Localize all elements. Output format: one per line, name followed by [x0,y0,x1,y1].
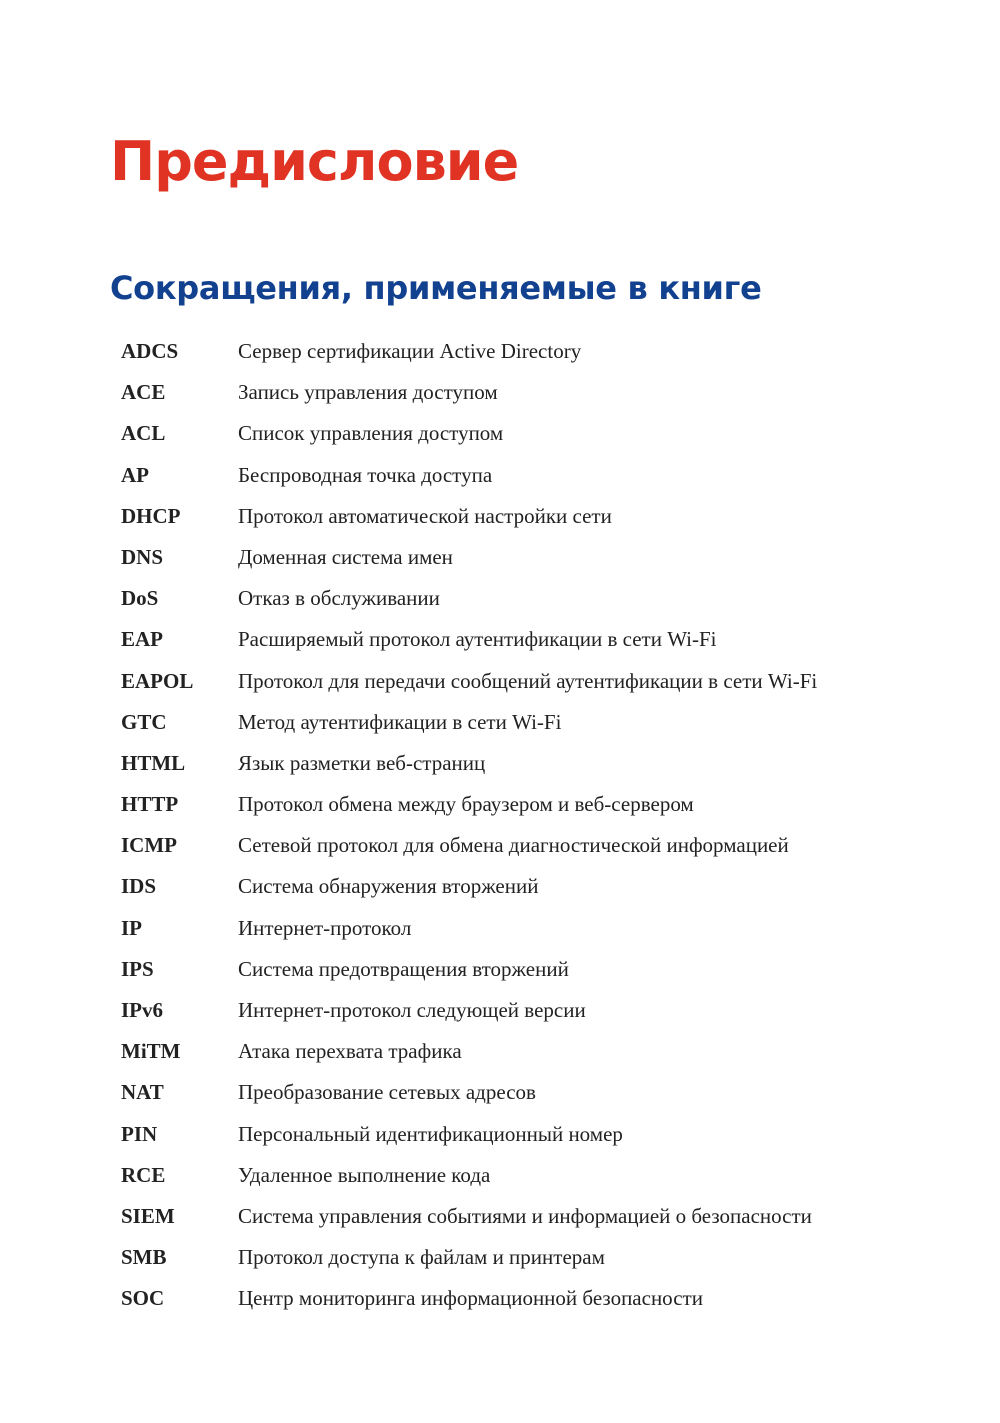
abbreviation-definition: Сетевой протокол для обмена диагностической информацией [238,833,789,858]
abbreviation-definition: Список управления доступом [238,421,504,446]
abbreviation-term: EAP [121,627,163,652]
abbreviation-row [121,825,981,866]
abbreviation-row [121,990,981,1031]
abbreviation-definition: Метод аутентификации в сети Wi-Fi [238,709,562,734]
abbreviation-definition: Язык разметки веб-страниц [238,750,486,775]
abbreviation-row [121,1114,981,1155]
abbreviation-term: DHCP [121,503,181,528]
abbreviation-row [121,1237,981,1278]
abbreviation-definition: Беспроводная точка доступа [238,462,493,487]
abbreviation-term: GTC [121,709,167,734]
abbreviation-definition: Расширяемый протокол аутентификации в сети Wi-Fi [238,627,717,652]
abbreviation-definition: Персональный идентификационный номер [238,1121,623,1146]
abbreviation-term: SMB [121,1245,167,1270]
abbreviation-term: SOC [121,1286,165,1311]
abbreviation-definition: Интернет-протокол [238,915,412,940]
abbreviation-term: RCE [121,1162,166,1187]
abbreviation-term: IDS [121,874,157,899]
abbreviation-definition: Протокол для передачи сообщений аутентификации в сети Wi-Fi [238,668,818,693]
abbreviation-row [121,331,981,372]
abbreviation-row [121,455,981,496]
abbreviation-row [121,908,981,949]
abbreviation-definition: Преобразование сетевых адресов [238,1080,536,1105]
abbreviation-row [121,413,981,454]
abbreviation-row [121,496,981,537]
abbreviation-row [121,537,981,578]
abbreviation-row [121,743,981,784]
abbreviation-term: ACL [121,421,166,446]
abbreviation-definition: Отказ в обслуживании [238,586,440,611]
abbreviation-row [121,661,981,702]
abbreviation-row [121,619,981,660]
abbreviation-term: AP [121,462,149,487]
abbreviation-row [121,1196,981,1237]
abbreviation-term: DNS [121,544,164,569]
abbreviation-definition: Система обнаружения вторжений [238,874,539,899]
abbreviation-row [121,578,981,619]
abbreviation-definition: Система управления событиями и информацией о безопасности [238,1203,812,1228]
abbreviation-term: IPv6 [121,998,163,1022]
abbreviation-term: NAT [121,1080,164,1105]
chapter-title: Предисловие [110,130,519,193]
abbreviation-term: MiTM [121,1039,181,1064]
abbreviations-list [121,331,981,1320]
abbreviation-row [121,866,981,907]
abbreviation-term: ACE [121,380,166,405]
abbreviation-definition: Интернет-протокол следующей версии [238,998,586,1022]
abbreviation-row [121,1155,981,1196]
abbreviation-row [121,949,981,990]
abbreviation-term: EAPOL [121,668,194,693]
abbreviation-definition: Сервер сертификации Active Directory [238,339,582,363]
abbreviation-term: ADCS [121,339,179,363]
abbreviation-term: PIN [121,1121,158,1146]
abbreviation-definition: Атака перехвата трафика [238,1039,462,1064]
abbreviation-row [121,1072,981,1113]
abbreviation-definition: Запись управления доступом [238,380,498,405]
abbreviation-row [121,702,981,743]
abbreviation-row [121,372,981,413]
abbreviation-definition: Удаленное выполнение кода [238,1162,491,1187]
abbreviation-definition: Протокол обмена между браузером и веб-сервером [238,792,694,817]
abbreviation-row [121,1031,981,1072]
abbreviation-row [121,784,981,825]
abbreviation-term: HTML [121,750,186,775]
abbreviation-definition: Доменная система имен [238,544,453,569]
abbreviation-definition: Система предотвращения вторжений [238,956,569,981]
abbreviation-definition: Центр мониторинга информационной безопасности [238,1286,703,1311]
section-title: Сокращения, применяемые в книге [110,269,762,307]
abbreviation-term: IPS [121,956,154,981]
abbreviation-row [121,1278,981,1319]
abbreviation-term: SIEM [121,1203,175,1228]
abbreviation-term: ICMP [121,833,177,858]
abbreviation-definition: Протокол автоматической настройки сети [238,503,612,528]
abbreviation-definition: Протокол доступа к файлам и принтерам [238,1245,605,1270]
abbreviation-term: DoS [121,586,159,611]
abbreviation-term: IP [121,915,142,940]
abbreviation-term: HTTP [121,792,179,817]
